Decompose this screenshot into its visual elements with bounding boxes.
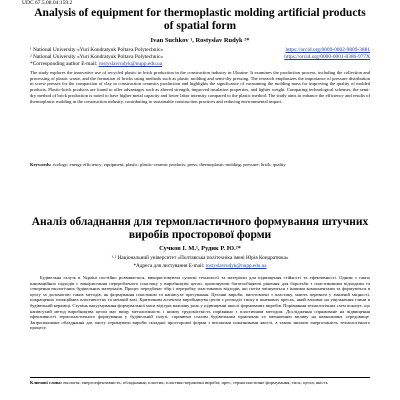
english-title: Analysis of equipment for thermoplastic molding artificial products of spatial form bbox=[34, 7, 366, 32]
email-label: *Corresponding author E-mail: bbox=[30, 61, 98, 67]
affiliation-2-text: ² National University «Yuri Kondratyuk Poltava Polytechnic» bbox=[30, 54, 164, 60]
affiliation-1 bbox=[30, 47, 370, 54]
english-abstract: The study explores the innovative use of recycled plastic in brick production in the construction industry in Ukraine. It examines the production process, including the collection and processing of plastic waste, and the formation of bricks using methods such as plastic molding and semi-dry pressing. The research emphasizes the importance of pressure distribution in screw presses for the compaction of clay in construction ceramics production and highlights the significance of vacuuming the molding mass for improving the quality of molded products. Plastic-brick products are found to offer advantages such as altered strength, improved insulation properties, and lighter weight. Comparing technological schemes, the semi-dry method of brick production is noted to have higher metal capacity and lower labor intensity compared to the plastic method. The study aims to enhance the efficiency and results of thermoplastic molding in the construction industry, contributing to sustainable construction practices and reducing environmental impact. bbox=[30, 70, 370, 104]
orcid-link-1[interactable]: https://orcid.org/0009-0002-9809-3881 bbox=[285, 47, 370, 53]
ukrainian-keywords bbox=[30, 380, 370, 386]
orcid-link-2[interactable]: https://orcid.org/0000-0001-8386-977X bbox=[284, 54, 370, 60]
ukrainian-email-line bbox=[30, 263, 370, 269]
uk-email-link[interactable]: rostyslavrudyk@nupp.edu.ua bbox=[205, 263, 267, 269]
english-affiliations bbox=[30, 47, 370, 68]
uk-email-label: *Адреса для листування E-mail: bbox=[133, 263, 205, 269]
keywords-label: Keywords: bbox=[30, 162, 52, 167]
udc-code: UDC 67.5.08.04:159.2 bbox=[22, 0, 73, 6]
email-link[interactable]: rostyslavrudyk@nupp.edu.ua bbox=[98, 61, 163, 67]
ukrainian-affiliation: ¹·² Національний університет «Полтавська політехніка імені Юрія Кондратюка» bbox=[111, 255, 289, 261]
english-keywords bbox=[30, 162, 370, 168]
english-authors: Ivan Suchkov ¹, Rostyslav Rudyk ²* bbox=[150, 37, 250, 44]
affiliation-1-text: ¹ National University «Yuri Kondratyuk Poltava Polytechnic» bbox=[30, 47, 164, 53]
keywords-text: ecology; energy efficiency; equipment; plastic; plastic-ceramic products; press; thermoplastic molding; pressure; brick; quality bbox=[52, 162, 286, 167]
affiliation-2 bbox=[30, 54, 370, 61]
ukrainian-title: Аналіз обладнання для термопластичного формування штучних виробів просторової форми bbox=[31, 216, 369, 241]
ukrainian-abstract: Будівельна галузь в Україні постійно розвивається, використовуючи сучасні технології та матеріали для підвищення стійкості та ефективності. Одним з таких інноваційних підходів є використання переробленого пластику у виробництві цегли, пропонуючи багатообіцяючі рішення для боротьби з пластиковими відходами та створення екологічних будівельних матеріалів. Процес передбачає збір і переробку пластикових відходів, які потім змішуються з іншими компонентами та формуються в цеглу за допомогою таких методів, як формування пластиком та напівсухе пресування. Цегляні вироби, виготовлені з пластику, мають переваги у зміненій міцності, покращених ізоляційних властивостях та меншій вазі. Критичним аспектом виробництва цегли є розподіл тиску в шнекових пресах, який впливає на ущільнення глини в будівельній кераміці. Ступінь вакуумування формувальної маси відіграє важливу роль у підвищенні якості формованих виробів. Порівняння технологічних схем показує, що напівсухий метод виробництва цегли має вищу металоємність і нижчу трудомісткість порівняно з пластичним методом. Дослідження спрямоване на підвищення ефективності термопластичного формування у будівельній галузі, сприяючи сталим будівельним практикам та зменшенню впливу на навколишнє середовище. Запропоноване обладнання дає змогу отримувати вироби складної просторової форми з високими показниками якості, а також знизити енергоємність технологічного процесу. bbox=[30, 275, 370, 331]
uk-keywords-text: екологія; енергоефективність; обладнання; пластик; пластико-керамічні вироби; прес; термопластичне формування; тиск; цегла; якість bbox=[63, 380, 328, 385]
ukrainian-authors: Сучков І. М.¹, Рудик Р. Ю.²* bbox=[159, 245, 241, 252]
section-divider bbox=[30, 377, 370, 378]
english-email-line bbox=[30, 61, 370, 68]
uk-keywords-label: Ключові слова: bbox=[30, 380, 63, 385]
